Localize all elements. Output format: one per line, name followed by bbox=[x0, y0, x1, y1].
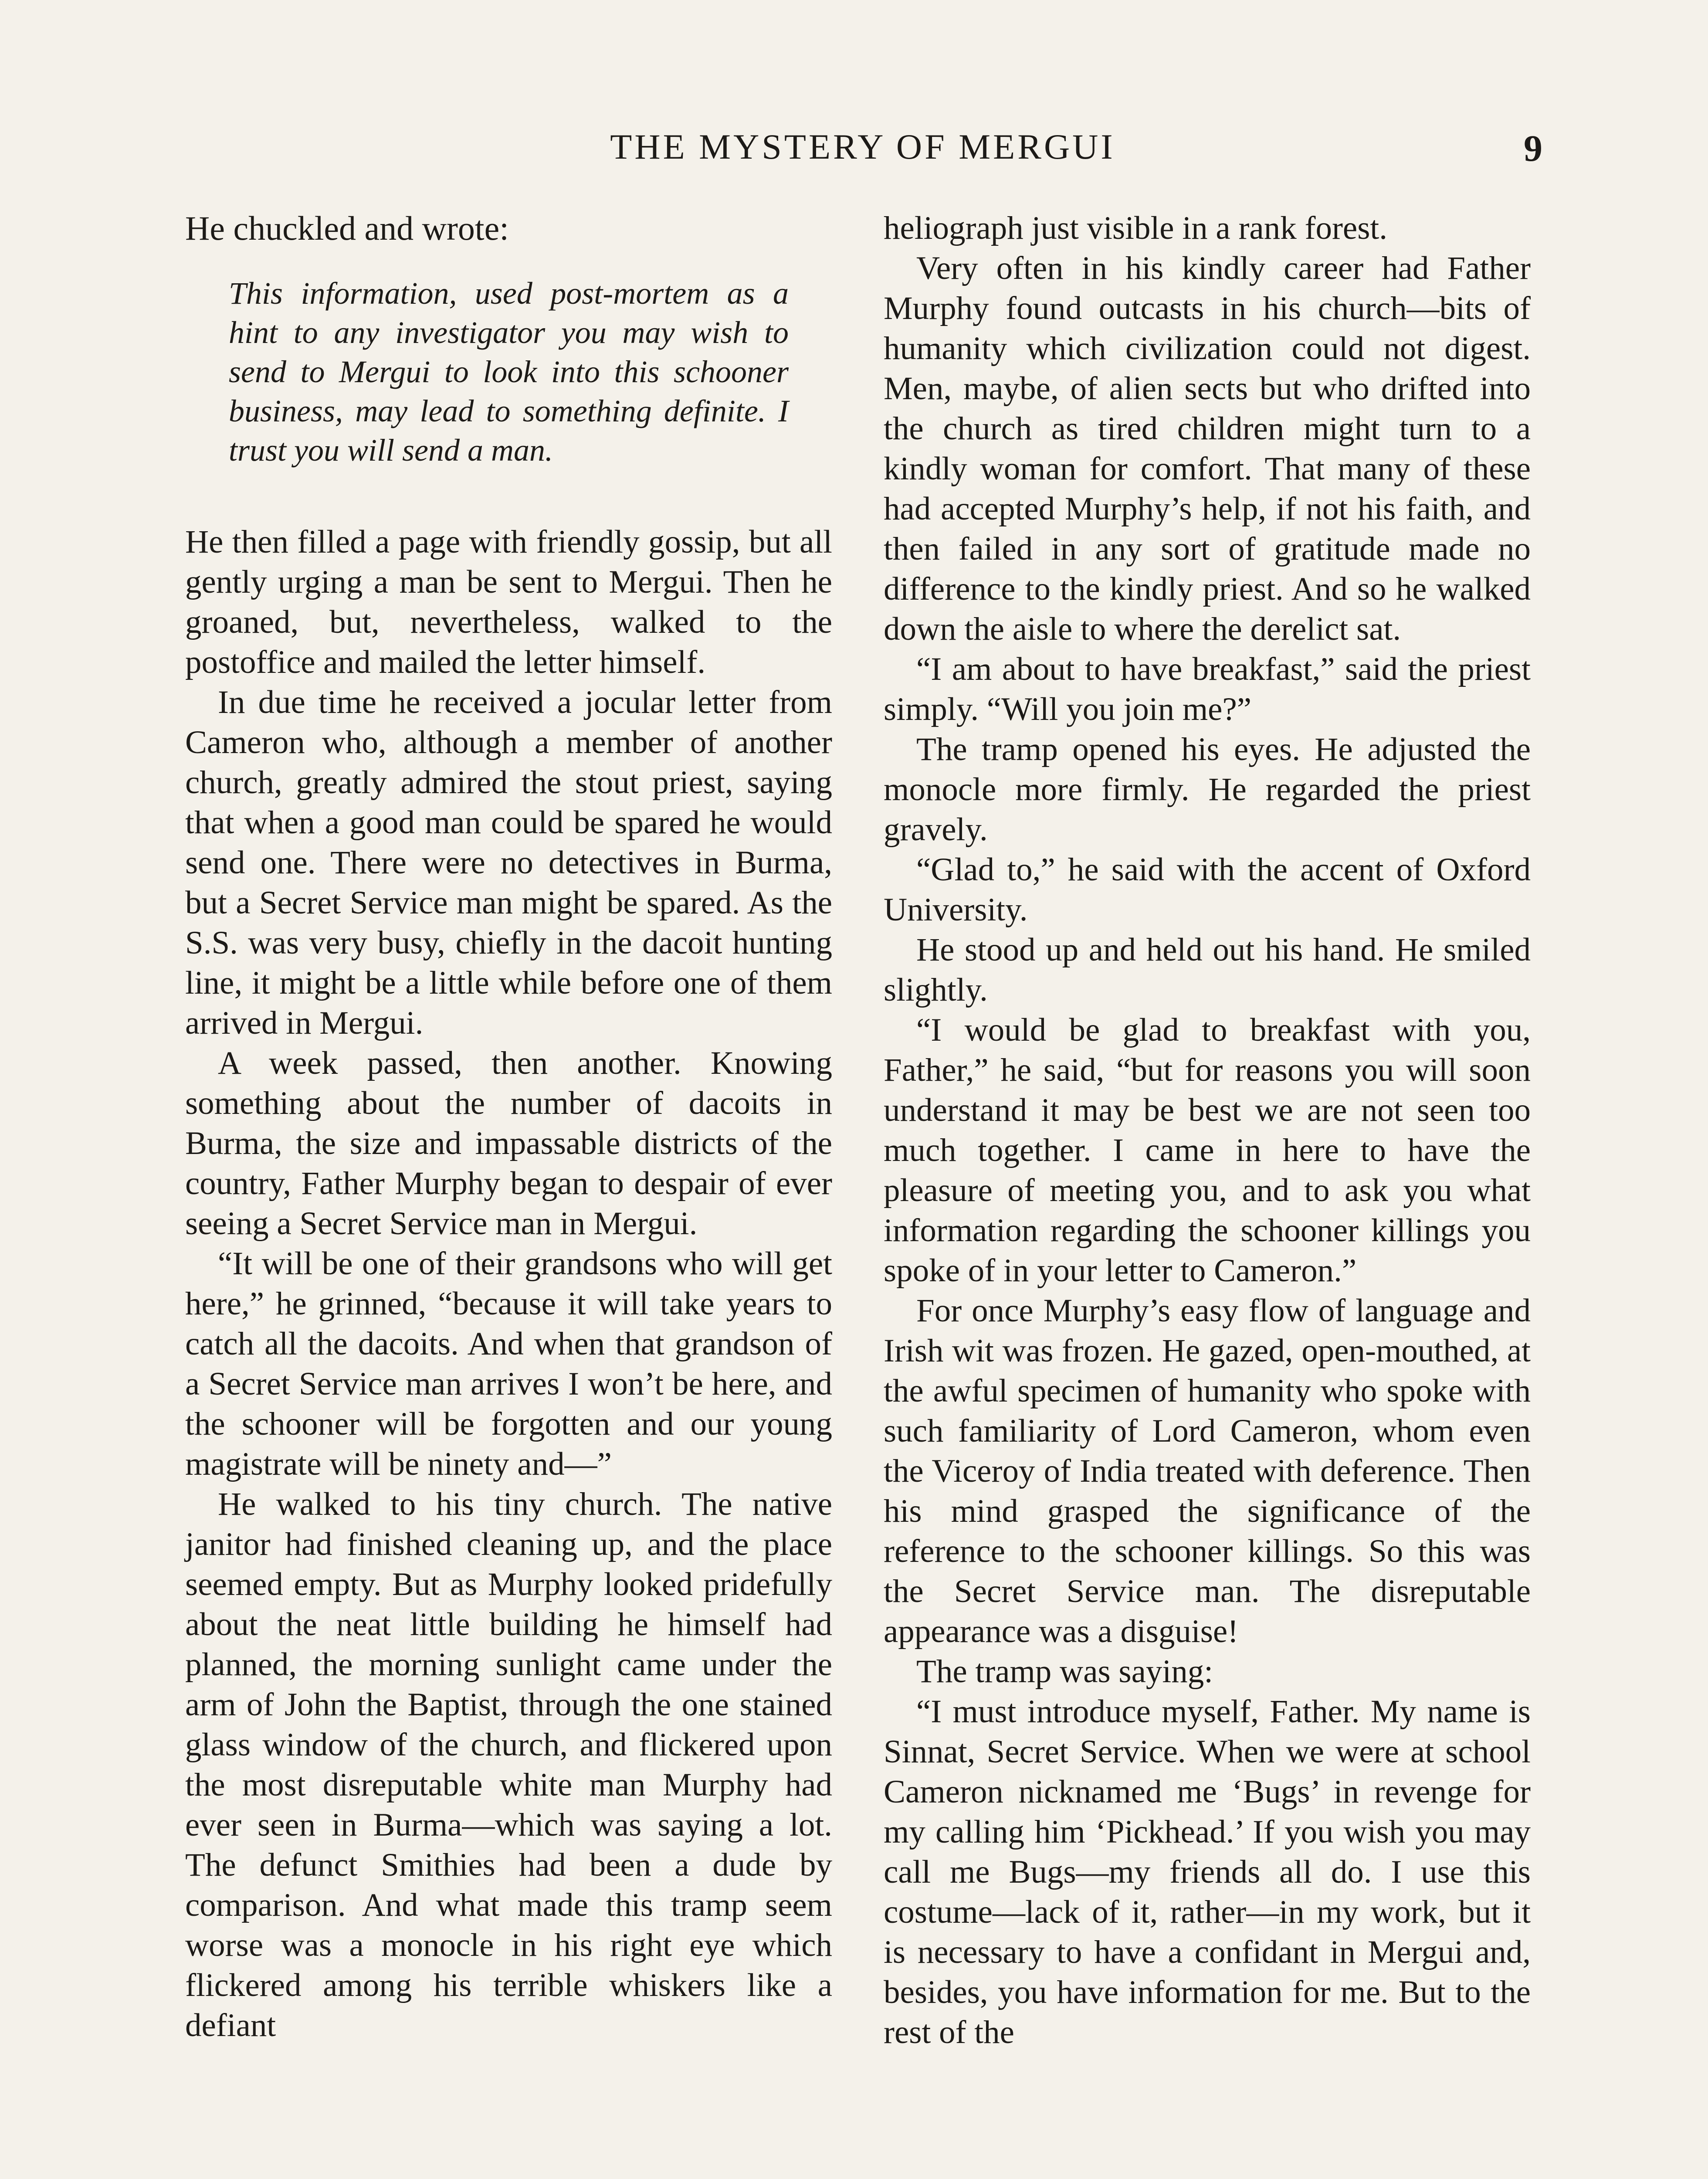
paragraph: “I must introduce myself, Father. My name is Sinnat, Secret Service. When we were at school Cameron nicknamed me ‘Bugs’ in revenge for my calling him ‘Pickhead.’ If you wish you may call me Bugs—my friends all do. I use this costume—lack of it, rather—in my work, but it is necessary to have a confidant in Mergui and, besides, you have information for me. But to the rest of the bbox=[884, 1694, 1531, 2050]
paragraph: The tramp was saying: bbox=[916, 1653, 1213, 1690]
letter-quote: This information, used post-mortem as a hint to any investigator you may wish to send to Mergui to look into this schooner business, may lead to something definite. I trust you will send a man. bbox=[229, 276, 789, 468]
paragraph: In due time he received a jocular letter from Cameron who, although a member of another church, greatly admired the stout priest, saying that when a good man could be spared he would send one. There were no detectives in Burma, but a Secret Service man might be spared. As the S.S. was very busy, chiefly in the dacoit hunting line, it might be a little while before one of them arrived in Mergui. bbox=[185, 684, 832, 1041]
paragraph: A week passed, then another. Knowing something about the number of dacoits in Burma, the size and impassable districts of the country, Father Murphy began to despair of ever seeing a Secret Service man in Mergui. bbox=[185, 1045, 832, 1242]
continued-line: heliograph just visible in a rank forest. bbox=[884, 210, 1387, 246]
left-column bbox=[185, 208, 832, 2046]
paragraph: He stood up and held out his hand. He smiled slightly. bbox=[884, 932, 1531, 1008]
paragraph: For once Murphy’s easy flow of language and Irish wit was frozen. He gazed, open-mouthed, at the awful specimen of humanity who spoke with such familiarity of Lord Cameron, whom even the Viceroy of India treated with deference. Then his mind grasped the significance of the reference to the schooner killings. So this was the Secret Service man. The disreputable appearance was a disguise! bbox=[884, 1293, 1531, 1650]
page-header bbox=[183, 126, 1542, 174]
running-title: THE MYSTERY OF MERGUI bbox=[610, 127, 1115, 166]
paragraph: Very often in his kindly career had Father Murphy found outcasts in his church—bits of humanity which civilization could not digest. Men, maybe, of alien sects but who drifted into the church as tired children might turn to a kindly woman for comfort. That many of these had accepted Murphy’s help, if not his faith, and then failed in any sort of gratitude made no difference to the kindly priest. And so he walked down the aisle to where the derelict sat. bbox=[884, 250, 1531, 647]
paragraph: “I would be glad to breakfast with you, Father,” he said, “but for reasons you will soon understand it may be best we are not seen too much together. I came in here to have the pleasure of meeting you, and to ask you what information regarding the schooner killings you spoke of in your letter to Cameron.” bbox=[884, 1012, 1531, 1289]
right-column bbox=[884, 208, 1531, 2053]
lead-line: He chuckled and wrote: bbox=[185, 209, 509, 247]
paragraph: He then filled a page with friendly gossip, but all gently urging a man be sent to Mergui. Then he groaned, but, nevertheless, walked to the postoffice and mailed the letter himself. bbox=[185, 524, 832, 680]
paragraph: “I am about to have breakfast,” said the priest simply. “Will you join me?” bbox=[884, 651, 1531, 727]
page-number: 9 bbox=[1524, 127, 1542, 169]
paragraph: The tramp opened his eyes. He adjusted the monocle more firmly. He regarded the priest gravely. bbox=[884, 731, 1531, 848]
paragraph: “Glad to,” he said with the accent of Oxford University. bbox=[884, 852, 1531, 928]
paragraph: He walked to his tiny church. The native janitor had finished cleaning up, and the place seemed empty. But as Murphy looked pridefully about the neat little building he himself had planned, the morning sunlight came under the arm of John the Baptist, through the one stained glass window of the church, and flickered upon the most disreputable white man Murphy had ever seen in Burma—which was saying a lot. The defunct Smithies had been a dude by comparison. And what made this tramp seem worse was a monocle in his right eye which flickered among his terrible whiskers like a defiant bbox=[185, 1486, 832, 2043]
paragraph: “It will be one of their grandsons who will get here,” he grinned, “because it will take years to catch all the dacoits. And when that grandson of a Secret Service man arrives I won’t be here, and the schooner will be forgotten and our young magistrate will be ninety and—” bbox=[185, 1246, 832, 1482]
